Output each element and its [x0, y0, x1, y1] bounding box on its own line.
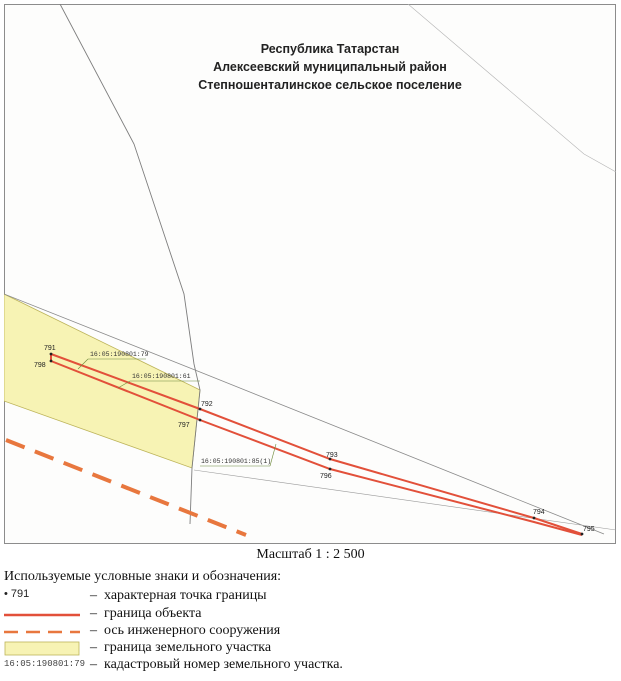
map-title-republic: Республика Татарстан [260, 42, 400, 56]
point-label: 793 [326, 452, 338, 459]
point-label: 794 [533, 509, 545, 516]
parcel-boundary-lower [194, 470, 616, 530]
legend-symbol-point: • 791 [4, 588, 30, 600]
legend-title: Используемые условные знаки и обозначения: [4, 569, 282, 584]
legend-item-land-plot: – граница земельного участка [4, 640, 604, 657]
point-label: 792 [201, 401, 213, 408]
legend-item-point: • 791 – характерная точка границы [4, 588, 267, 603]
legend-item-object-boundary: – граница объекта [4, 606, 604, 623]
legend-item-cadastral-number: 16:05:190801:79 – кадастровый номер земельного участка. [4, 657, 604, 674]
cadastral-label: 16:05:190801:85(1) [201, 458, 272, 465]
map-title-district: Алексеевский муниципальный район [213, 60, 447, 74]
map-scale: Масштаб 1 : 2 500 [256, 547, 365, 562]
legend-item-engineering-axis: – ось инженерного сооружения [4, 623, 604, 640]
point-label: 795 [583, 526, 595, 533]
point-label: 797 [178, 422, 190, 429]
map-title-settlement: Степношенталинское сельское поселение [198, 78, 462, 92]
legend-symbol-object-boundary [4, 606, 84, 623]
cadastral-label: 16:05:190801:79 [90, 351, 149, 358]
point-label: 796 [320, 473, 332, 480]
legend-symbol-land-plot [4, 640, 84, 657]
legend-symbol-cadastral-number: 16:05:190801:79 [4, 659, 86, 669]
cadastral-label: 16:05:190801:61 [132, 373, 191, 380]
engineering-axis-line [6, 440, 246, 535]
legend-symbol-engineering-axis [4, 623, 84, 640]
point-label: 791 [44, 345, 56, 352]
point-label: 798 [34, 362, 46, 369]
